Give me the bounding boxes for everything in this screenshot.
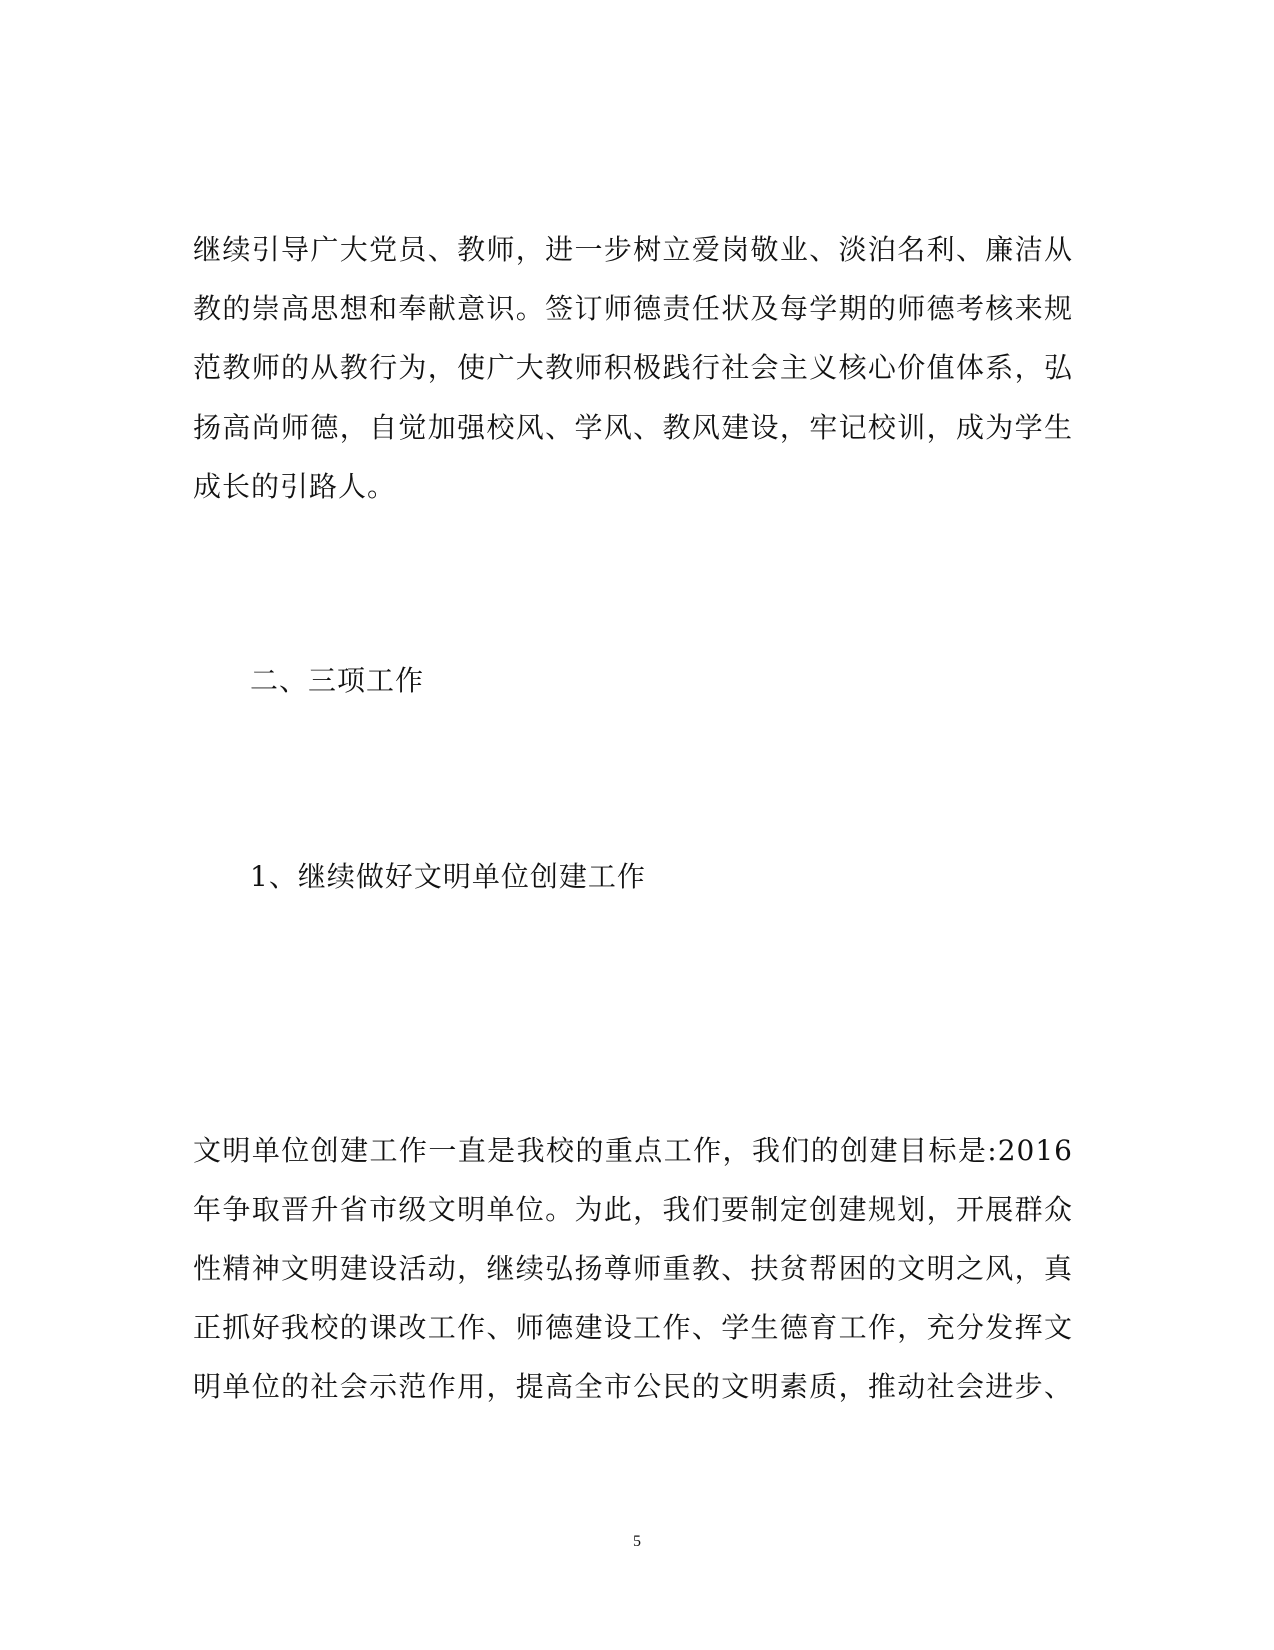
paragraph-2-line-2: 年争取晋升省市级文明单位。为此，我们要制定创建规划，开展群众 xyxy=(193,1193,1073,1226)
paragraph-2-line-1: 文明单位创建工作一直是我校的重点工作，我们的创建目标是:2016 xyxy=(193,1134,1073,1167)
paragraph-1-line-1: 继续引导广大党员、教师，进一步树立爱岗敬业、淡泊名利、廉洁从 xyxy=(193,233,1073,266)
paragraph-2-line-5: 明单位的社会示范作用，提高全市公民的文明素质，推动社会进步、 xyxy=(193,1370,1073,1403)
subsection-heading: 1、继续做好文明单位创建工作 xyxy=(250,860,646,893)
paragraph-1-line-4: 扬高尚师德，自觉加强校风、学风、教风建设，牢记校训，成为学生 xyxy=(193,411,1073,444)
paragraph-2-line-3: 性精神文明建设活动，继续弘扬尊师重教、扶贫帮困的文明之风，真 xyxy=(193,1252,1073,1285)
paragraph-1-line-5: 成长的引路人。 xyxy=(193,470,397,503)
section-heading: 二、三项工作 xyxy=(250,664,425,697)
paragraph-1-line-3: 范教师的从教行为，使广大教师积极践行社会主义核心价值体系，弘 xyxy=(193,351,1073,384)
paragraph-2-line-4: 正抓好我校的课改工作、师德建设工作、学生德育工作，充分发挥文 xyxy=(193,1311,1073,1344)
paragraph-1-line-2: 教的崇高思想和奉献意识。签订师德责任状及每学期的师德考核来规 xyxy=(193,292,1073,325)
page-number: 5 xyxy=(633,1533,641,1550)
